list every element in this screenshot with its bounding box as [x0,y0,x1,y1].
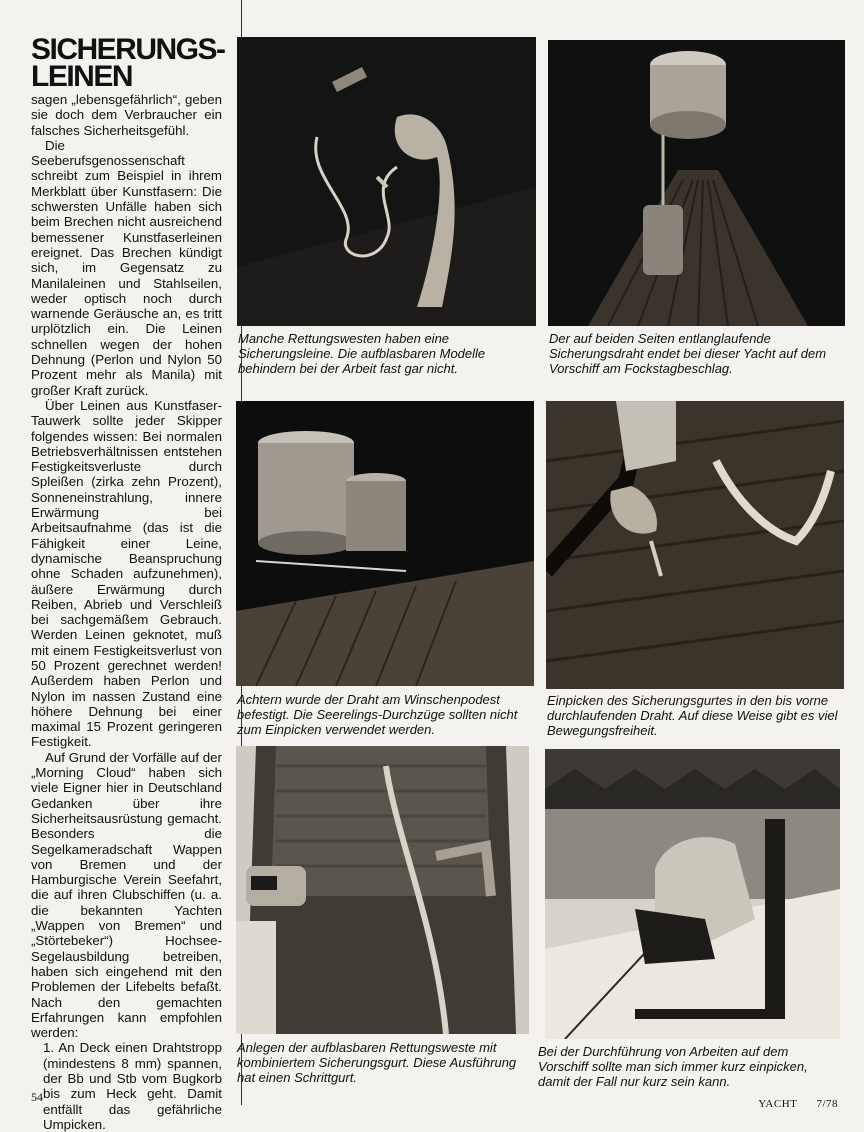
headline-line-1: SICHERUNGS- [31,33,225,66]
photo-caption: Der auf beiden Seiten entlanglaufende Sicherungsdraht endet bei dieser Yacht auf dem Vorschiff am Fockstagbeschlag. [549,331,827,376]
photo-caption: Einpicken des Sicherungsgurtes in den bis vorne durchlaufenden Draht. Auf diese Weise gibt es viel Bewegungsfreiheit. [547,693,838,738]
photo-arbeiten-vorschiff [545,749,840,1039]
article-body [31,92,222,1132]
magazine-name: YACHT [758,1098,798,1110]
paragraph: sagen „lebensgefährlich“, geben sie doch dem Verbraucher ein falsches Sicherheitsgefühl. [31,92,222,138]
article-headline [31,33,225,93]
photo-einpicken-sicherungsgurt [546,401,844,689]
paragraph: Auf Grund der Vorfälle auf der „Morning Cloud“ haben sich viele Eigner hier in Deutschland Gedanken über ihre Sicherheitsausrüstung gemacht. Besonders die Segelkameradschaft Wappen von Bremen und der Hamburgische Verein Seefahrt, die auf ihren Clubschiffen (u. a. die bekannten Yachten „Wappen von Bremen“ und „Störtebeker“) Hochsee-Segelausbildung betreiben, haben sich eingehend mit den Problemen der Lifebelts befaßt. Nach den gemachten Erfahrungen kann empfohlen werden: [31,749,222,1041]
photo-winschenpodest [236,401,534,686]
photo-rettungsweste-anlegen [236,746,529,1034]
photo-fockstagbeschlag [548,40,845,326]
magazine-footer [758,1098,838,1110]
photo-caption: Manche Rettungswesten haben eine Sicherungsleine. Die aufblasbaren Modelle behindern bei der Arbeit fast gar nicht. [238,331,486,376]
page-number: 54 [31,1090,43,1104]
photo-rettungsweste-sicherungsleine [237,37,536,326]
paragraph: Die Seeberufsgenossenschaft schreibt zum Beispiel in ihrem Merkblatt über Kunstfasern: Die schwersten Unfälle haben sich beim Brechen nicht ausreichend bemessener Kunstfaserleinen ereignet. Das Brechen kündigt sich, im Gegensatz zu Manilaleinen und Stahlseilen, weder optisch noch durch warnende Geräusche an, es tritt urplötzlich ein. Die Leinen schnellen wegen der hohen Dehnung (Perlon und Nylon 50 Prozent mehr als Manila) mit großer Kraft zurück. [31,137,222,398]
issue-number: 7/78 [816,1098,838,1110]
article-column [31,33,225,1132]
recommendation-item: 1. An Deck einen Drahtstropp (mindestens 8 mm) spannen, der Bb und Stb vom Bugkorb bis zum Heck geht. Damit entfällt das gefährliche Umpicken. [43,1040,222,1132]
paragraph: Über Leinen aus Kunstfaser-Tauwerk sollte jeder Skipper folgendes wissen: Bei normalen Betriebsverhältnissen entstehen Festigkeitsverluste durch Spleißen (zirka zehn Prozent), Sonneneinstrahlung, innere Erwärmung bei Arbeitsaufnahme (das ist die Fähigkeit einer Leine, dynamische Beanspruchung ohne Schaden aufzunehmen), äußere Erwärmung durch Reiben, Abrieb und Verschleiß bei sachgemäßem Gebrauch. Werden Leinen geknotet, muß mit einem Festigkeitsverlust von 50 Prozent gerechnet werden! Außerdem haben Perlon und Nylon im nassen Zustand eine höhere Dehnung bei einer maximal 15 Prozent geringeren Festigkeit. [31,397,222,750]
headline-line-2: LEINEN [31,60,133,93]
photo-caption: Anlegen der aufblasbaren Rettungsweste mit kombiniertem Sicherungsgurt. Diese Ausführung hat einen Schrittgurt. [237,1040,517,1085]
photo-caption: Bei der Durchführung von Arbeiten auf dem Vorschiff sollte man sich immer kurz einpicken, damit der Fall nur kurz sein kann. [538,1044,808,1089]
photo-caption: Achtern wurde der Draht am Winschenpodest befestigt. Die Seerelings-Durchzüge sollten nicht zum Einpicken verwendet werden. [237,692,518,737]
